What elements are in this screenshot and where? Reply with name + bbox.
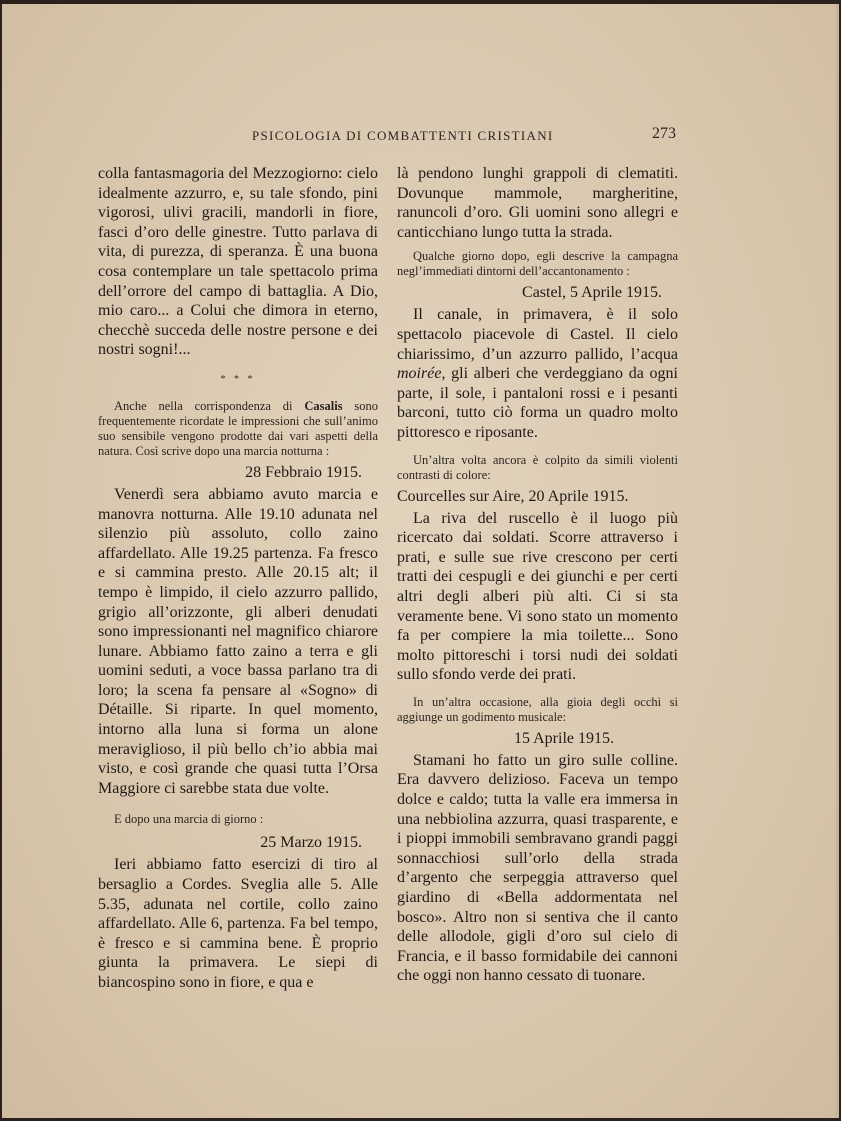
intro-text-a: Anche nella corrispondenza di [114, 398, 305, 413]
letter-date: 28 Febbraio 1915. [245, 463, 362, 481]
left-paragraph-3: Ieri abbiamo fatto esercizi di tiro al bersaglio a Cordes. Sveglia alle 5. Alle 5.35, adunata nel cortile, collo zaino affardellato. Alle 6, partenza. Fa bel tempo, è fresco e si cammina bene. È proprio giunta la primavera. Le siepi di biancospino sono in fiore, e qua e [98, 856, 378, 991]
letter-date: 15 Aprile 1915. [514, 729, 614, 747]
left-paragraph-2: Venerdì sera abbiamo avuto marcia e manovra notturna. Alle 19.10 adunata nel silenzio più assoluto, collo zaino affardellato. Alle 19.25 partenza. Fa fresco e si cammina presto. Alle 20.15 alt; il tempo è limpido, il cielo azzurro pallido, grigio all’orizzonte, gli alberi denudati sono impressionanti nel magnifico chiarore lunare. Abbiamo fatto zaino a terra e gli uomini seduti, a voce bassa parlano tra di loro; la scena fa pensare al «Sogno» di Détaille. Si riparte. In quel momento, intorno alla luna si forma un alone meraviglioso, il più bello ch’io abbia mai visto, e così grande che quasi tutta l’Orsa Maggiore ci sarebbe stata due volte. [98, 485, 378, 797]
left-paragraph-1: colla fantasmagoria del Mezzogiorno: cielo idealmente azzurro, e, su tale sfondo, pini vigorosi, ulivi gracili, mandorli in fiore, fasci d’oro delle ginestre. Tutto parlava di vita, di purezza, di speranza. È una buona cosa contemplare un tale spettacolo prima dell’orrore del campo di battaglia. A Dio, mio caro... a Colui che dimora in eterno, checchè succeda delle nostre persone e dei nostri sogni!... [98, 165, 378, 359]
right-paragraph-2 [397, 305, 678, 442]
right-intro-1: Qualche giorno dopo, egli descrive la campagna negl’immediati dintorni dell’accantonamento : [397, 249, 678, 279]
italic-word: moirée [397, 365, 442, 383]
left-intro-casalis [98, 399, 378, 459]
right-intro-2: Un’altra volta ancora è colpito da simili violenti contrasti di colore: [397, 452, 678, 482]
book-page [2, 4, 839, 1118]
right-column [397, 164, 678, 986]
right-paragraph-1: là pendono lunghi grappoli di clematiti. Dovunque mammole, margheritine, ranuncoli d’oro. Gli uomini sono allegri e canticchiano lungo tutta la strada. [397, 165, 678, 241]
letter-date: 25 Marzo 1915. [260, 834, 362, 852]
intro-text-b: sono frequentemente ricordate le impressioni che sull’animo suo sensibile vengono prodotte dai vari aspetti della natura. Così scrive dopo una marcia notturna : [98, 398, 378, 458]
right-intro-3: In un’altra occasione, alla gioia degli occhi si aggiunge un godimento musicale: [397, 694, 678, 724]
section-separator: * * * [220, 373, 256, 385]
right-paragraph-3: La riva del ruscello è il luogo più ricercato dai soldati. Scorre attraverso i prati, e sulle sue rive crescono per certi tratti dei cespugli e dei giunchi e per certi altri degli alberi più alti. Ci si sta veramente bene. Vi sono stato un momento fa per compiere la mia toilette... Sono molto pittoreschi i torsi nudi dei soldati sullo sfondo verde dei prati. [397, 509, 678, 684]
running-header: PSICOLOGIA DI COMBATTENTI CRISTIANI [252, 128, 554, 143]
author-name: Casalis [304, 398, 343, 413]
paragraph-text-b: , gli alberi che verdeggiano da ogni parte, il sole, i pantaloni rossi e i pesanti barconi, tutto ciò forma un quadro molto pittoresco e riposante. [397, 365, 678, 441]
left-intro-2: E dopo una marcia di giorno : [114, 812, 264, 827]
right-paragraph-4: Stamani ho fatto un giro sulle colline. Era davvero delizioso. Faceva un tempo dolce e caldo; tutta la valle era immersa in una nebbiolina azzurra, quasi trasparente, e i pioppi immobili sembravano grandi paggi sonnacchiosi sull’orlo della strada d’argento che serpeggia attraverso quel giardino di «Bella addormentata nel bosco». Altro non si sentiva che il canto delle allodole, gigli d’oro sul cielo di Francia, e il basso formidabile dei cannoni che oggi non hanno cessato di tuonare. [397, 751, 678, 985]
page-number: 273 [652, 125, 676, 142]
left-column [98, 164, 378, 993]
paragraph-text-a: Il canale, in primavera, è il solo spettacolo piacevole di Castel. Il cielo chiarissimo, d’un azzurro pallido, l’acqua [397, 306, 678, 363]
letter-date: Courcelles sur Aire, 20 Aprile 1915. [397, 487, 629, 505]
letter-date: Castel, 5 Aprile 1915. [522, 284, 662, 302]
